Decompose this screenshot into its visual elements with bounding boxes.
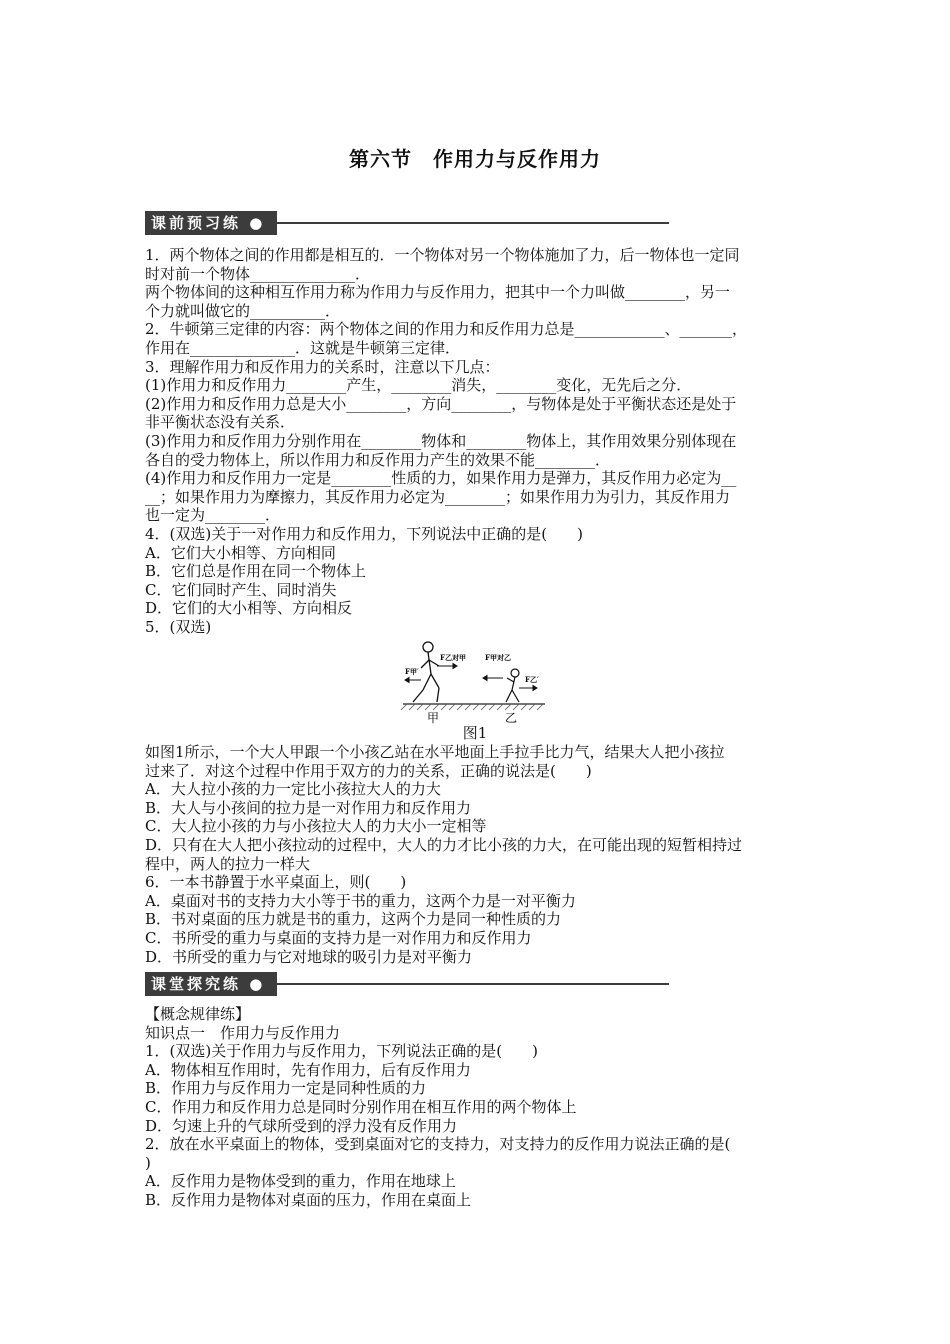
option-line: B．作用力与反作用力一定是同种性质的力 — [145, 1079, 427, 1098]
text-line: (2)作用力和反作用力总是大小________，方向________，与物体是处于平衡状态还是处于 — [145, 394, 737, 413]
option-line: A．它们大小相等、方向相同 — [145, 543, 336, 562]
section-rule — [277, 222, 669, 224]
text-line: 也一定为________． — [145, 506, 281, 525]
text-line: (1)作用力和反作用力________产生，________消失，________变化，无先后之分． — [145, 376, 692, 395]
option-line: B．反作用力是物体对桌面的压力，作用在桌面上 — [145, 1190, 472, 1209]
option-line: D．只有在大人把小孩拉动的过程中，大人的力才比小孩的力大，在可能出现的短暂相持过 — [145, 835, 743, 854]
text-line: __；如果作用力为摩擦力，其反作用力必定为________；如果作用力为引力，其反作用力 — [145, 487, 731, 506]
pre-questions — [145, 246, 809, 636]
figure-label-left: 甲 — [427, 711, 440, 725]
text-line: (3)作用力和反作用力分别作用在________物体和________物体上，其作用效果分别体现在 — [145, 431, 737, 450]
option-line: D．它们的大小相等、方向相反 — [145, 599, 353, 618]
option-line: A．大人拉小孩的力一定比小孩拉大人的力大 — [145, 780, 441, 799]
text-line: 1．(双选)关于作用力与反作用力，下列说法正确的是( ) — [145, 1042, 538, 1061]
text-line: 2．放在水平桌面上的物体，受到桌面对它的支持力，对支持力的反作用力说法正确的是( — [145, 1135, 731, 1154]
force-label: F甲′ — [405, 667, 419, 676]
option-line: A．物体相互作用时，先有作用力，后有反作用力 — [145, 1060, 471, 1079]
text-line: 1．两个物体之间的作用都是相互的．一个物体对另一个物体施加了力，后一物体也一定同 — [145, 246, 740, 264]
option-line: D．书所受的重力与它对地球的吸引力是对平衡力 — [145, 947, 473, 966]
option-line: C．它们同时产生、同时消失 — [145, 580, 337, 599]
option-line: B．它们总是作用在同一个物体上 — [145, 562, 367, 581]
section-tag-class — [145, 972, 277, 996]
section-tag-pre — [145, 211, 277, 235]
option-line: C．书所受的重力与桌面的支持力是一对作用力和反作用力 — [145, 928, 532, 947]
text-line: 2．牛顿第三定律的内容：两个物体之间的作用力和反作用力总是____________、_______， — [145, 320, 748, 339]
text-line: 过来了．对这个过程中作用于双方的力的关系，正确的说法是( ) — [145, 761, 592, 780]
option-line: A．桌面对书的支持力大小等于书的重力，这两个力是一对平衡力 — [145, 891, 576, 910]
text-line: (4)作用力和反作用力一定是________性质的力，如果作用力是弹力，其反作用力必定为__ — [145, 469, 737, 488]
q5-text — [145, 743, 809, 966]
force-label: F乙对甲 — [440, 653, 466, 662]
text-line: 3．理解作用力和反作用力的关系时，注意以下几点： — [145, 357, 500, 376]
figure-caption: 图1 — [462, 724, 488, 742]
text-line: 各自的受力物体上，所以作用力和反作用力产生的效果不能________． — [145, 450, 611, 469]
figure-label-right: 乙 — [505, 711, 518, 725]
option-line: B．书对桌面的压力就是书的重力，这两个力是同一种性质的力 — [145, 910, 562, 929]
force-label: F甲对乙 — [485, 653, 511, 662]
text-line: 个力就叫做它的__________． — [145, 301, 341, 320]
text-line: 程中，两人的拉力一样大 — [145, 854, 311, 873]
text-line: 非平衡状态没有关系． — [145, 413, 296, 432]
dot-icon: ● — [241, 214, 266, 232]
option-line: C．大人拉小孩的力与小孩拉大人的力大小一定相等 — [145, 817, 487, 836]
text-line: 时对前一个物体______________． — [145, 264, 371, 283]
section-rule — [277, 983, 669, 985]
dot-icon: ● — [241, 975, 266, 993]
text-line: 【概念规律练】 — [145, 1005, 251, 1023]
option-line: C．作用力和反作用力总是同时分别作用在相互作用的两个物体上 — [145, 1097, 577, 1116]
option-line: D．匀速上升的气球所受到的浮力没有反作用力 — [145, 1116, 458, 1135]
option-line: A．反作用力是物体受到的重力，作用在地球上 — [145, 1172, 456, 1191]
text-line: ) — [145, 1153, 151, 1172]
text-line: 4．(双选)关于一对作用力和反作用力，下列说法中正确的是( ) — [145, 524, 583, 543]
section-label: 课堂探究练 — [151, 975, 242, 993]
text-line: 作用在______________．这就是牛顿第三定律． — [145, 338, 461, 357]
text-line: 两个物体间的这种相互作用力称为作用力与反作用力，把其中一个力叫做________，另一 — [145, 283, 731, 302]
text-line: 6．一本书静置于水平桌面上，则( ) — [145, 873, 407, 892]
text-line: 知识点一 作用力与反作用力 — [145, 1023, 341, 1042]
option-line: B．大人与小孩间的拉力是一对作用力和反作用力 — [145, 798, 472, 817]
class-questions — [145, 1005, 809, 1210]
child-figure — [506, 669, 519, 702]
text-line: 如图1所示，一个大人甲跟一个小孩乙站在水平地面上手拉手比力气，结果大人把小孩拉 — [145, 743, 725, 761]
force-label: F乙′ — [525, 675, 539, 684]
section-label: 课前预习练 — [151, 214, 242, 232]
page-title: 第六节 作用力与反作用力 — [349, 147, 601, 171]
text-line: 5．(双选) — [145, 617, 212, 636]
